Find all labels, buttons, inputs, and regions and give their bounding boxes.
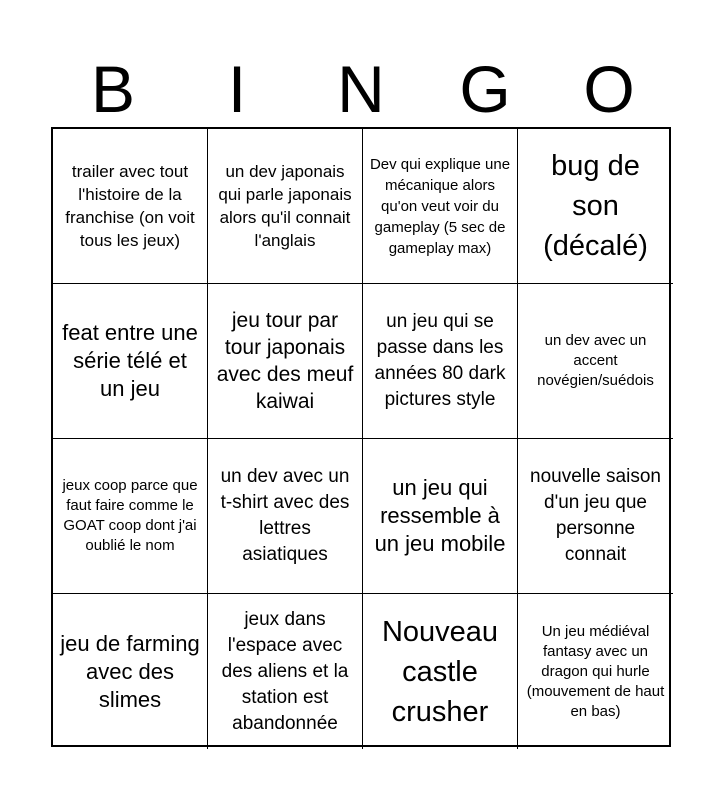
- bingo-cell[interactable]: un jeu qui ressemble à un jeu mobile: [363, 439, 518, 594]
- bingo-cell[interactable]: bug de son (décalé): [518, 129, 673, 284]
- bingo-cell[interactable]: un dev avec un accent novégien/suédois: [518, 284, 673, 439]
- header-letter-o: O: [583, 52, 635, 126]
- bingo-cell[interactable]: feat entre une série télé et un jeu: [53, 284, 208, 439]
- bingo-grid: [51, 127, 671, 747]
- bingo-cell[interactable]: jeux dans l'espace avec des aliens et la station est abandonnée: [208, 594, 363, 749]
- header-letter-g: G: [459, 52, 511, 126]
- bingo-cell[interactable]: Un jeu médiéval fantasy avec un dragon qui hurle (mouvement de haut en bas): [526, 622, 665, 720]
- bingo-cell[interactable]: un dev avec un t-shirt avec des lettres asiatiques: [208, 439, 363, 594]
- bingo-cell[interactable]: jeu de farming avec des slimes: [53, 594, 208, 749]
- bingo-cell[interactable]: jeux coop parce que faut faire comme le GOAT coop dont j'ai oublié le nom: [53, 439, 208, 594]
- bingo-cell[interactable]: trailer avec tout l'histoire de la franchise (on voit tous les jeux): [53, 129, 208, 284]
- bingo-cell[interactable]: jeu tour par tour japonais avec des meuf kaiwai: [208, 284, 363, 439]
- header-letter-b: B: [90, 52, 136, 126]
- bingo-cell[interactable]: un jeu qui se passe dans les années 80 dark pictures style: [363, 284, 518, 439]
- header-letter-i: I: [227, 52, 247, 126]
- bingo-cell[interactable]: nouvelle saison d'un jeu que personne connait: [518, 439, 673, 594]
- bingo-cell[interactable]: Dev qui explique une mécanique alors qu'on veut voir du gameplay (5 sec de gameplay max): [363, 129, 518, 284]
- bingo-header: [51, 50, 671, 128]
- bingo-cell[interactable]: un dev japonais qui parle japonais alors qu'il connait l'anglais: [208, 129, 363, 284]
- bingo-cell[interactable]: Nouveau castle crusher: [363, 594, 518, 749]
- header-letter-n: N: [337, 52, 385, 126]
